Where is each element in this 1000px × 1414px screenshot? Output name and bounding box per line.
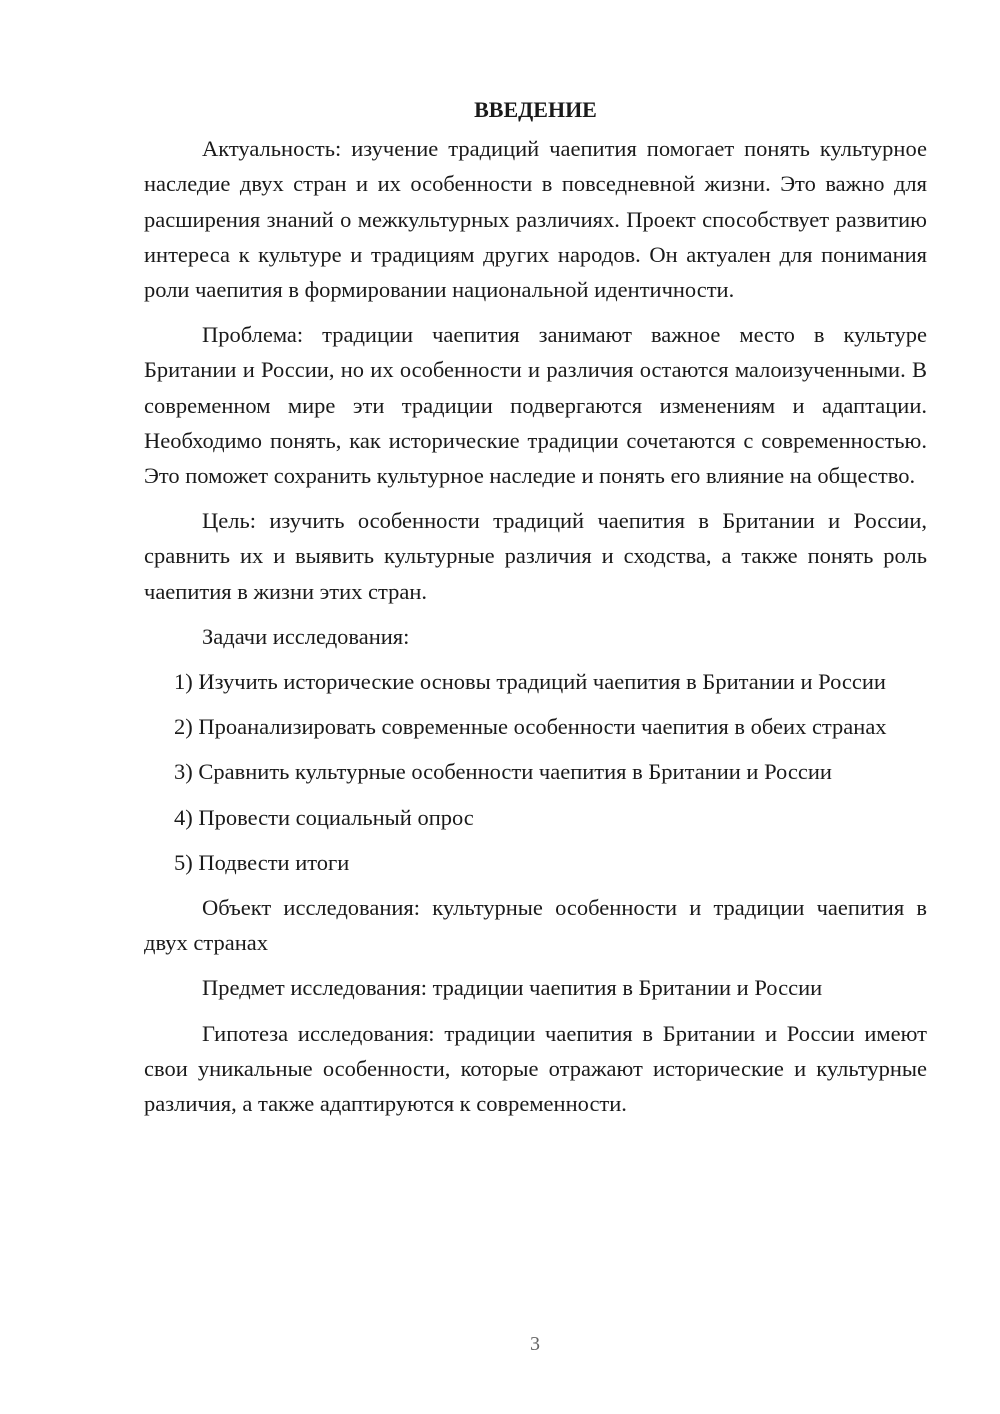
task-item-5: 5) Подвести итоги xyxy=(174,849,350,875)
paragraph-problem: Проблема: традиции чаепития занимают важное место в культуре Британии и России, но их особенности и различия остаются малоизученными. В современном мире эти традиции подвергаются изменениям и адаптации. Необходимо понять, как исторические традиции сочетаются с современностью. Это поможет сохранить культурное наследие и понять его влияние на общество. xyxy=(144,322,927,489)
paragraph-goal: Цель: изучить особенности традиций чаепития в Британии и России, сравнить их и выявить культурные различия и сходства, а также понять роль чаепития в жизни этих стран. xyxy=(144,508,927,604)
task-item-3: 3) Сравнить культурные особенности чаепития в Британии и России xyxy=(174,759,832,785)
task-item-2: 2) Проанализировать современные особенности чаепития в обеих странах xyxy=(174,714,887,740)
paragraph-hypothesis: Гипотеза исследования: традиции чаепития в Британии и России имеют свои уникальные особенности, которые отражают исторические и культурные различия, а также адаптируются к современности. xyxy=(144,1020,927,1117)
page-number: 3 xyxy=(530,1333,540,1355)
tasks-heading: Задачи исследования: xyxy=(202,623,410,649)
paragraph-relevance: Актуальность: изучение традиций чаепития помогает понять культурное наследие двух стран и их особенности в повседневной жизни. Это важно для расширения знаний о межкультурных различиях. Проект способствует развитию интереса к культуре и традициям других народов. Он актуален для понимания роли чаепития в формировании национальной идентичности. xyxy=(144,136,927,303)
task-item-1: 1) Изучить исторические основы традиций чаепития в Британии и России xyxy=(174,669,886,695)
paragraph-subject: Предмет исследования: традиции чаепития в Британии и России xyxy=(202,975,823,1001)
document-page xyxy=(144,92,927,1131)
paragraph-object: Объект исследования: культурные особенности и традиции чаепития в двух странах xyxy=(144,895,927,956)
page-title: ВВЕДЕНИЕ xyxy=(474,97,597,122)
task-item-4: 4) Провести социальный опрос xyxy=(174,804,474,830)
